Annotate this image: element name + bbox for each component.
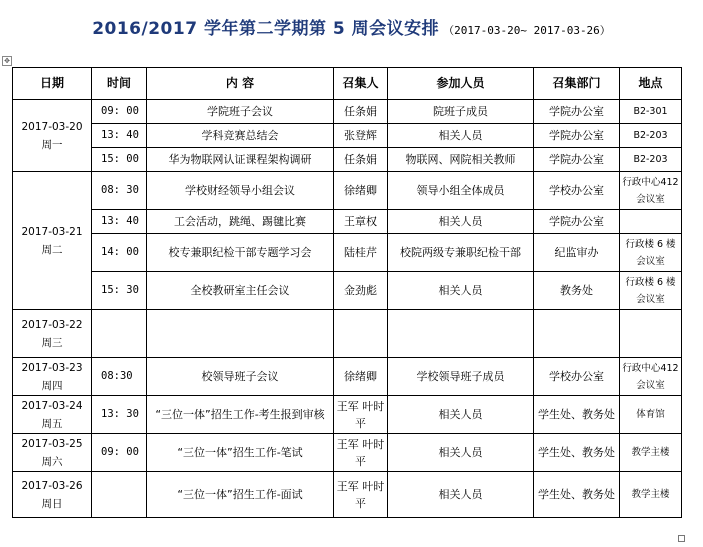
day-date: 2017-03-26 — [21, 479, 83, 492]
meeting-attendees: 领导小组全体成员 — [388, 172, 534, 210]
meeting-location: B2-203 — [620, 124, 682, 148]
day-cell — [13, 434, 92, 472]
table-row — [13, 434, 682, 472]
day-weekday: 周六 — [41, 455, 63, 468]
meeting-attendees: 学校领导班子成员 — [388, 358, 534, 396]
meeting-convener: 王军 叶时平 — [334, 434, 388, 472]
meeting-time — [92, 472, 147, 518]
day-weekday: 周三 — [41, 336, 63, 349]
meeting-content: 学院班子会议 — [147, 100, 334, 124]
page-title: 2016/2017 学年第二学期第 5 周会议安排 — [92, 19, 440, 39]
day-date: 2017-03-20 — [21, 120, 83, 133]
day-weekday: 周五 — [41, 417, 63, 430]
meeting-location — [620, 310, 682, 358]
meeting-time — [92, 310, 147, 358]
meeting-time: 13: 40 — [92, 124, 147, 148]
day-weekday: 周日 — [41, 497, 63, 510]
meeting-convener: 金劲彪 — [334, 272, 388, 310]
meeting-department: 学院办公室 — [534, 148, 620, 172]
meeting-time: 13: 30 — [92, 396, 147, 434]
meeting-attendees: 相关人员 — [388, 396, 534, 434]
meeting-department: 学生处、教务处 — [534, 472, 620, 518]
schedule-body — [13, 100, 682, 518]
day-date: 2017-03-23 — [21, 361, 83, 374]
meeting-location — [620, 210, 682, 234]
meeting-content: 学科竞赛总结会 — [147, 124, 334, 148]
meeting-content: 学校财经领导小组会议 — [147, 172, 334, 210]
meeting-content: “三位一体”招生工作-笔试 — [147, 434, 334, 472]
table-row — [13, 124, 682, 148]
day-cell — [13, 396, 92, 434]
day-date: 2017-03-24 — [21, 399, 83, 412]
table-row — [13, 272, 682, 310]
meeting-department: 学院办公室 — [534, 210, 620, 234]
meeting-department: 学院办公室 — [534, 100, 620, 124]
meeting-location: 体育馆 — [620, 396, 682, 434]
day-weekday: 周一 — [41, 138, 63, 151]
page-subtitle: （2017-03-20~ 2017-03-26） — [443, 24, 611, 37]
day-weekday: 周二 — [41, 243, 63, 256]
header-time: 时间 — [92, 68, 147, 100]
meeting-location: 行政中心412 会议室 — [620, 172, 682, 210]
table-row — [13, 472, 682, 518]
meeting-location: 行政楼 6 楼会议室 — [620, 272, 682, 310]
meeting-content — [147, 310, 334, 358]
day-cell — [13, 472, 92, 518]
day-date: 2017-03-22 — [21, 318, 83, 331]
meeting-time: 14: 00 — [92, 234, 147, 272]
meeting-department — [534, 310, 620, 358]
meeting-location: 教学主楼 — [620, 434, 682, 472]
meeting-schedule-table — [12, 67, 682, 518]
meeting-department: 学校办公室 — [534, 358, 620, 396]
header-content: 内 容 — [147, 68, 334, 100]
day-cell — [13, 172, 92, 310]
header-attendees: 参加人员 — [388, 68, 534, 100]
table-resize-handle-icon[interactable] — [678, 535, 685, 542]
meeting-content: 校领导班子会议 — [147, 358, 334, 396]
meeting-convener: 任条娟 — [334, 148, 388, 172]
header-convener: 召集人 — [334, 68, 388, 100]
meeting-time: 15: 00 — [92, 148, 147, 172]
meeting-time: 13: 40 — [92, 210, 147, 234]
meeting-content: “三位一体”招生工作-考生报到审核 — [147, 396, 334, 434]
day-cell — [13, 310, 92, 358]
header-date: 日期 — [13, 68, 92, 100]
meeting-department: 学院办公室 — [534, 124, 620, 148]
table-row — [13, 310, 682, 358]
day-weekday: 周四 — [41, 379, 63, 392]
meeting-convener: 王军 叶时平 — [334, 396, 388, 434]
meeting-content: 全校教研室主任会议 — [147, 272, 334, 310]
meeting-time: 09: 00 — [92, 100, 147, 124]
day-cell — [13, 100, 92, 172]
meeting-convener: 徐绪卿 — [334, 172, 388, 210]
meeting-content: 工会活动，跳绳、踢毽比赛 — [147, 210, 334, 234]
meeting-attendees: 相关人员 — [388, 124, 534, 148]
meeting-time: 08: 30 — [92, 172, 147, 210]
table-row — [13, 396, 682, 434]
table-row — [13, 172, 682, 210]
meeting-department: 学生处、教务处 — [534, 396, 620, 434]
meeting-department: 教务处 — [534, 272, 620, 310]
meeting-location: B2-203 — [620, 148, 682, 172]
meeting-content: 校专兼职纪检干部专题学习会 — [147, 234, 334, 272]
meeting-time: 08:30 — [92, 358, 147, 396]
title-bar — [0, 14, 703, 39]
meeting-attendees: 相关人员 — [388, 434, 534, 472]
meeting-department: 学生处、教务处 — [534, 434, 620, 472]
table-row — [13, 234, 682, 272]
meeting-convener: 张登辉 — [334, 124, 388, 148]
meeting-location: 行政楼 6 楼会议室 — [620, 234, 682, 272]
day-date: 2017-03-21 — [21, 225, 83, 238]
meeting-department: 纪监审办 — [534, 234, 620, 272]
meeting-convener: 徐绪卿 — [334, 358, 388, 396]
meeting-time: 09: 00 — [92, 434, 147, 472]
header-department: 召集部门 — [534, 68, 620, 100]
table-row — [13, 210, 682, 234]
table-row — [13, 358, 682, 396]
meeting-content: “三位一体”招生工作-面试 — [147, 472, 334, 518]
meeting-convener: 王军 叶时平 — [334, 472, 388, 518]
meeting-attendees: 物联网、网院相关教师 — [388, 148, 534, 172]
meeting-attendees: 相关人员 — [388, 272, 534, 310]
meeting-location: 行政中心412 会议室 — [620, 358, 682, 396]
meeting-convener — [334, 310, 388, 358]
meeting-convener: 王章权 — [334, 210, 388, 234]
meeting-attendees: 相关人员 — [388, 210, 534, 234]
table-row — [13, 100, 682, 124]
meeting-attendees: 院班子成员 — [388, 100, 534, 124]
meeting-attendees: 校院两级专兼职纪检干部 — [388, 234, 534, 272]
header-row — [13, 68, 682, 100]
meeting-convener: 陆桂芹 — [334, 234, 388, 272]
table-row — [13, 148, 682, 172]
meeting-content: 华为物联网认证课程架构调研 — [147, 148, 334, 172]
header-location: 地点 — [620, 68, 682, 100]
meeting-location: 教学主楼 — [620, 472, 682, 518]
meeting-convener: 任条娟 — [334, 100, 388, 124]
day-date: 2017-03-25 — [21, 437, 83, 450]
meeting-attendees: 相关人员 — [388, 472, 534, 518]
meeting-attendees — [388, 310, 534, 358]
meeting-department: 学校办公室 — [534, 172, 620, 210]
meeting-time: 15: 30 — [92, 272, 147, 310]
table-move-handle-icon[interactable]: ✥ — [2, 56, 12, 66]
meeting-location: B2-301 — [620, 100, 682, 124]
day-cell — [13, 358, 92, 396]
